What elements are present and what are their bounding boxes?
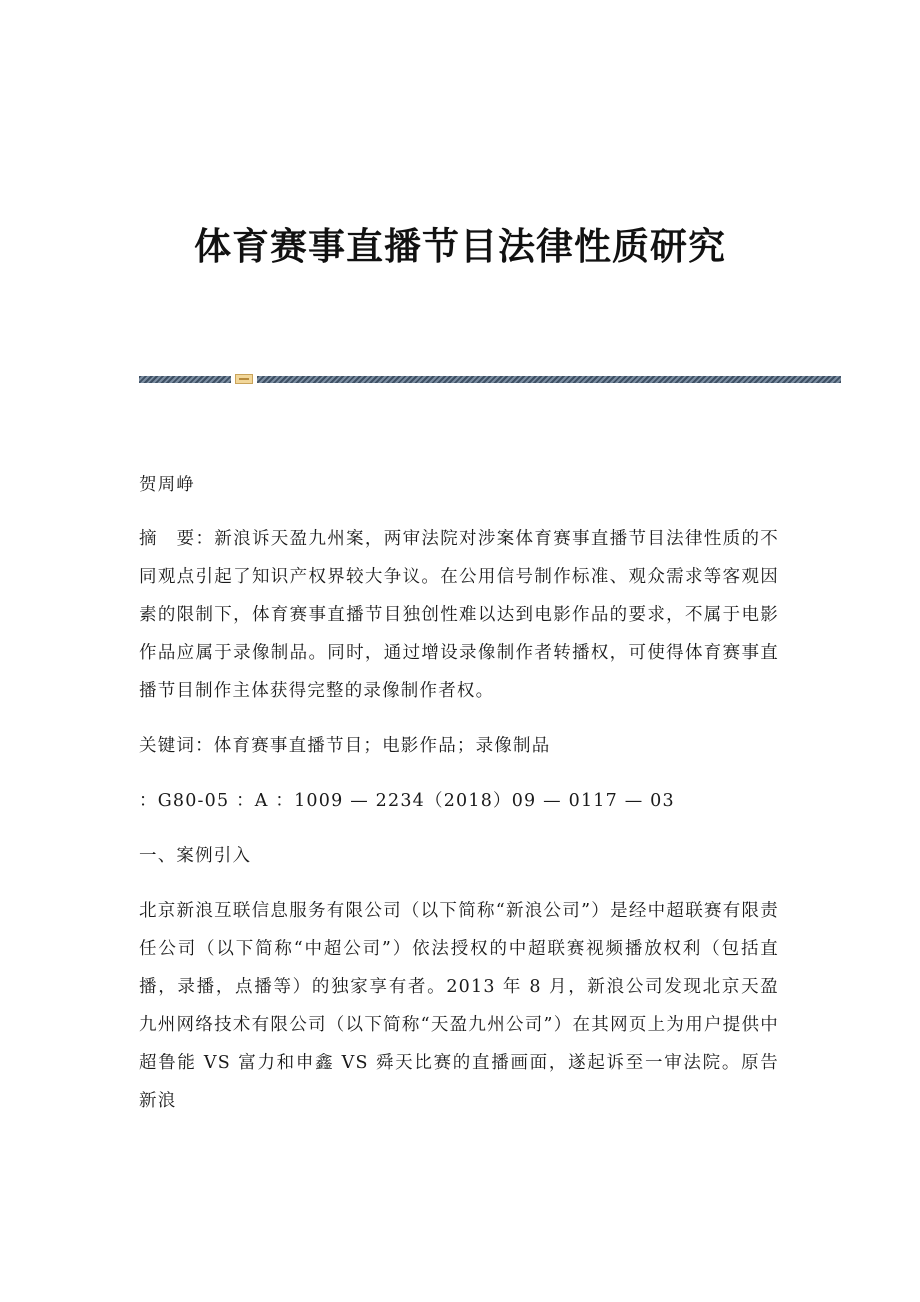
divider-bar-right [257, 376, 841, 383]
section-heading: 一、案例引入 [139, 846, 252, 866]
keywords-line: 关键词：体育赛事直播节目；电影作品；录像制品 [139, 736, 551, 756]
abstract-paragraph: 摘 要：新浪诉天盈九州案，两审法院对涉案体育赛事直播节目法律性质的不同观点引起了知识产权界较大争议。在公用信号制作标准、观众需求等客观因素的限制下，体育赛事直播节目独创性难以达到电影作品的要求，不属于电影作品应属于录像制品。同时，通过增设录像制作者转播权，可使得体育赛事直播节目制作主体获得完整的录像制作者权。 [139, 529, 779, 701]
divider-emblem-icon [235, 374, 253, 384]
divider-bar-left [139, 376, 231, 383]
classification-line: ：G80-05 ：A ：1009 — 2234（2018）09 — 0117 — 03 [139, 791, 675, 811]
author-name: 贺周峥 [139, 475, 196, 495]
paper-content [139, 466, 779, 1137]
body-paragraph: 北京新浪互联信息服务有限公司（以下简称“新浪公司”）是经中超联赛有限责任公司（以下简称“中超公司”）依法授权的中超联赛视频播放权利（包括直播，录播，点播等）的独家享有者。2013 年 8 月，新浪公司发现北京天盈九州网络技术有限公司（以下简称“天盈九州公司”）在其网页上为用户提供中超鲁能 VS 富力和申鑫 VS 舜天比赛的直播画面，遂起诉至一审法院。原告新浪 [139, 901, 779, 1111]
title-divider [139, 374, 841, 384]
paper-title: 体育赛事直播节目法律性质研究 [194, 224, 726, 268]
